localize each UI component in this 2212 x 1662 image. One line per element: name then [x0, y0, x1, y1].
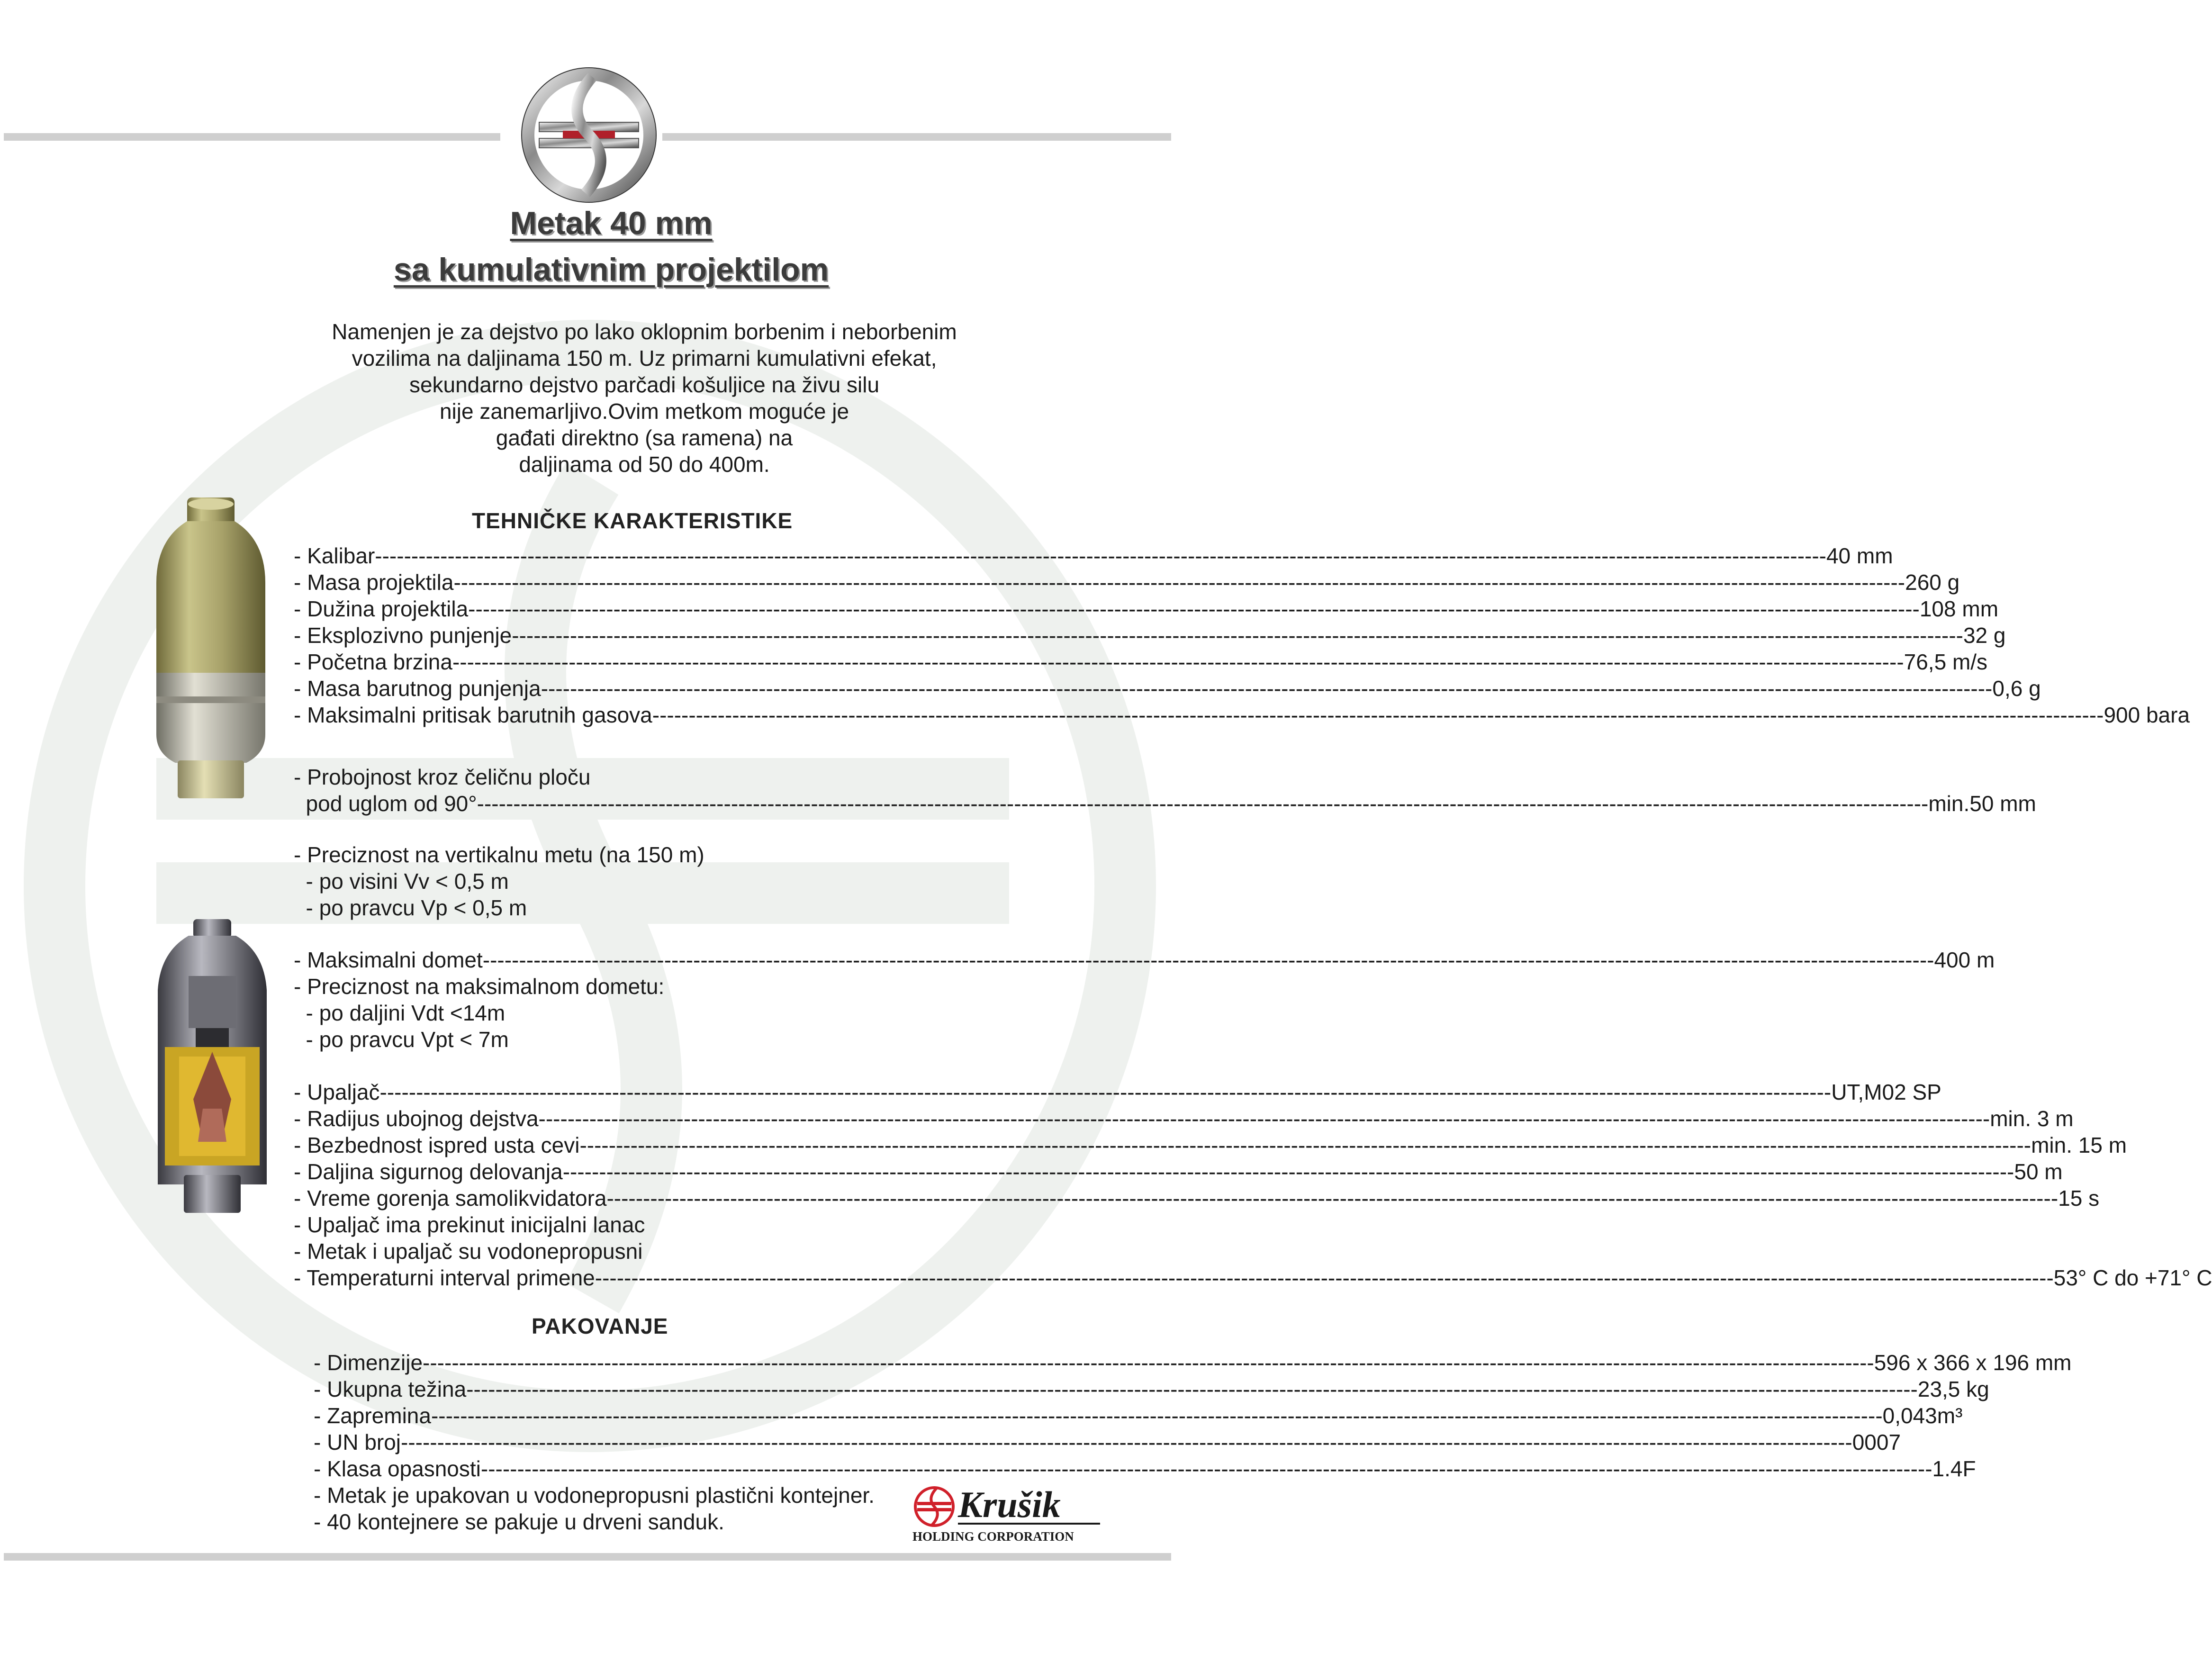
spec-value: 400 m [1934, 948, 1995, 972]
page-title: Metak 40 mm [510, 205, 713, 241]
packaging-label: - Klasa opasnosti [314, 1456, 481, 1481]
leader-dashes: -------------------------------------------------------------------------------------------------------------------------------------------------------------------------------------------------------- [466, 1377, 1918, 1401]
spec-value: 108 mm [1919, 596, 1999, 621]
spec-label: pod uglom od 90° [294, 791, 477, 816]
spec-value: 40 mm [1826, 543, 1893, 568]
penetration-line: - Probojnost kroz čeličnu ploču [294, 765, 591, 789]
packaging-heading: PAKOVANJE [532, 1314, 668, 1338]
spec-row [294, 1265, 2212, 1291]
specs-heading: TEHNIČKE KARAKTERISTIKE [472, 508, 793, 533]
precision-line: - po visini Vv < 0,5 m [294, 869, 509, 894]
brand-tagline: HOLDING CORPORATION [912, 1529, 1074, 1544]
bottom-rule [4, 1553, 1171, 1561]
spec-label: - Maksimalni pritisak barutnih gasova [294, 703, 652, 727]
spec-label: - Maksimalni domet [294, 948, 483, 972]
leader-dashes: -------------------------------------------------------------------------------------------------------------------------------------------------------------------------------------------------------- [482, 948, 1934, 972]
penetration-block [294, 764, 2036, 817]
packaging-label: - Zapremina [314, 1403, 431, 1428]
packaging-note: - 40 kontejnere se pakuje u drveni sanduk. [314, 1509, 724, 1534]
spec-label: - Bezbednost ispred usta cevi [294, 1133, 580, 1157]
krusik-emblem-icon [520, 66, 658, 204]
spec-label: - Kalibar [294, 543, 375, 568]
top-rule-right [662, 133, 1171, 141]
intro-line: gađati direktno (sa ramena) na [496, 425, 793, 450]
spec-value: min. 3 m [1990, 1106, 2074, 1131]
spec-row [294, 596, 1999, 622]
leader-dashes: -------------------------------------------------------------------------------------------------------------------------------------------------------------------------------------------------------- [562, 1159, 2014, 1184]
precision-line: - Preciznost na vertikalnu metu (na 150 m) [294, 842, 704, 867]
spec-label: - Upaljač [294, 1080, 380, 1104]
page-subtitle: sa kumulativnim projektilom [393, 252, 829, 288]
spec-value: 900 bara [2104, 703, 2190, 727]
spec-label: - Vreme gorenja samolikvidatora [294, 1186, 607, 1210]
leader-dashes: -------------------------------------------------------------------------------------------------------------------------------------------------------------------------------------------------------- [453, 570, 1905, 595]
spec-row [294, 1132, 2127, 1158]
brand-name: Krušik [958, 1484, 1061, 1525]
leader-dashes: -------------------------------------------------------------------------------------------------------------------------------------------------------------------------------------------------------- [538, 1106, 1990, 1131]
leader-dashes: -------------------------------------------------------------------------------------------------------------------------------------------------------------------------------------------------------- [401, 1430, 1852, 1454]
spec-row [294, 1105, 2074, 1132]
spec-row [294, 622, 2006, 649]
leader-dashes: -------------------------------------------------------------------------------------------------------------------------------------------------------------------------------------------------------- [512, 623, 1963, 648]
note-line: - Upaljač ima prekinut inicijalni lanac [294, 1212, 645, 1237]
leader-dashes: -------------------------------------------------------------------------------------------------------------------------------------------------------------------------------------------------------- [452, 650, 1904, 674]
packaging-row [314, 1349, 2072, 1376]
spec-row [294, 1158, 2063, 1185]
intro-paragraph [284, 318, 1004, 478]
max-range-block [294, 947, 1995, 1053]
packaging-value: 0007 [1852, 1430, 1901, 1454]
leader-dashes: -------------------------------------------------------------------------------------------------------------------------------------------------------------------------------------------------------- [606, 1186, 2059, 1210]
packaging-value: 596 x 366 x 196 mm [1874, 1350, 2072, 1375]
spec-value: UT,M02 SP [1831, 1080, 1941, 1104]
packaging-row [314, 1455, 1976, 1482]
krusik-small-emblem-icon [915, 1488, 953, 1526]
spec-label: - Masa projektila [294, 570, 454, 595]
leader-dashes: -------------------------------------------------------------------------------------------------------------------------------------------------------------------------------------------------------- [431, 1403, 1883, 1428]
spec-value: 76,5 m/s [1904, 650, 1988, 674]
spec-row [294, 702, 2190, 728]
leader-dashes: -------------------------------------------------------------------------------------------------------------------------------------------------------------------------------------------------------- [468, 596, 1920, 621]
spec-row [294, 569, 1960, 596]
intro-line: Namenjen je za dejstvo po lako oklopnim borbenim i neborbenim [332, 319, 957, 344]
top-rule-left [4, 133, 500, 141]
leader-dashes: -------------------------------------------------------------------------------------------------------------------------------------------------------------------------------------------------------- [480, 1456, 1932, 1481]
intro-line: daljinama od 50 do 400m. [519, 452, 770, 477]
packaging-row [314, 1429, 1901, 1455]
projectile-cutaway-image [151, 919, 274, 1218]
spec-label: - Radijus ubojnog dejstva [294, 1106, 539, 1131]
specs-group-1 [294, 542, 2190, 728]
krusik-brand-logo [911, 1483, 1105, 1545]
intro-line: nije zanemarljivo.Ovim metkom moguće je [439, 399, 849, 424]
spec-value: 15 s [2058, 1186, 2100, 1210]
spec-row [294, 1079, 1941, 1105]
leader-dashes: -------------------------------------------------------------------------------------------------------------------------------------------------------------------------------------------------------- [595, 1265, 2047, 1290]
specs-group-3 [294, 1079, 2212, 1291]
spec-label: - Dužina projektila [294, 596, 469, 621]
precision-line: - Preciznost na maksimalnom dometu: [294, 974, 665, 999]
precision-line: - po pravcu Vpt < 7m [294, 1027, 509, 1052]
packaging-note: - Metak je upakovan u vodonepropusni plastični kontejner. [314, 1483, 875, 1508]
spec-value: min.50 mm [1928, 791, 2036, 816]
leader-dashes: -------------------------------------------------------------------------------------------------------------------------------------------------------------------------------------------------------- [379, 1080, 1832, 1104]
spec-value: 32 g [1963, 623, 2006, 648]
precision-vertical-block [294, 841, 704, 921]
spec-row [294, 947, 1995, 973]
precision-line: - po daljini Vdt <14m [294, 1001, 506, 1025]
spec-value: -53° C do +71° C [2046, 1265, 2212, 1290]
leader-dashes: -------------------------------------------------------------------------------------------------------------------------------------------------------------------------------------------------------- [423, 1350, 1874, 1375]
spec-value: 260 g [1905, 570, 1960, 595]
packaging-label: - UN broj [314, 1430, 401, 1454]
spec-row [294, 649, 1988, 675]
leader-dashes: -------------------------------------------------------------------------------------------------------------------------------------------------------------------------------------------------------- [375, 543, 1826, 568]
packaging-value: 0,043m³ [1882, 1403, 1963, 1428]
spec-row [294, 675, 2041, 702]
leader-dashes: -------------------------------------------------------------------------------------------------------------------------------------------------------------------------------------------------------- [652, 703, 2104, 727]
projectile-exterior-image [152, 497, 270, 801]
note-line: - Metak i upaljač su vodonepropusni [294, 1239, 643, 1264]
packaging-label: - Dimenzije [314, 1350, 423, 1375]
leader-dashes: -------------------------------------------------------------------------------------------------------------------------------------------------------------------------------------------------------- [541, 676, 1993, 701]
packaging-row [314, 1402, 1963, 1429]
leader-dashes: -------------------------------------------------------------------------------------------------------------------------------------------------------------------------------------------------------- [477, 791, 1929, 816]
spec-value: 0,6 g [1992, 676, 2041, 701]
spec-row [294, 542, 1893, 569]
packaging-value: 1.4F [1932, 1456, 1976, 1481]
spec-label: - Temperaturni interval primene [294, 1265, 595, 1290]
spec-label: - Početna brzina [294, 650, 452, 674]
packaging-row [314, 1376, 1989, 1402]
precision-line: - po pravcu Vp < 0,5 m [294, 895, 527, 920]
intro-line: vozilima na daljinama 150 m. Uz primarni kumulativni efekat, [352, 346, 937, 370]
packaging-label: - Ukupna težina [314, 1377, 467, 1401]
leader-dashes: -------------------------------------------------------------------------------------------------------------------------------------------------------------------------------------------------------- [579, 1133, 2031, 1157]
intro-line: sekundarno dejstvo parčadi košuljice na živu silu [409, 372, 880, 397]
spec-value: 50 m [2014, 1159, 2063, 1184]
spec-label: - Eksplozivno punjenje [294, 623, 512, 648]
spec-value: min. 15 m [2031, 1133, 2127, 1157]
spec-row [294, 1185, 2100, 1211]
spec-label: - Daljina sigurnog delovanja [294, 1159, 563, 1184]
spec-label: - Masa barutnog punjenja [294, 676, 541, 701]
packaging-value: 23,5 kg [1917, 1377, 1989, 1401]
spec-row [294, 790, 2036, 817]
